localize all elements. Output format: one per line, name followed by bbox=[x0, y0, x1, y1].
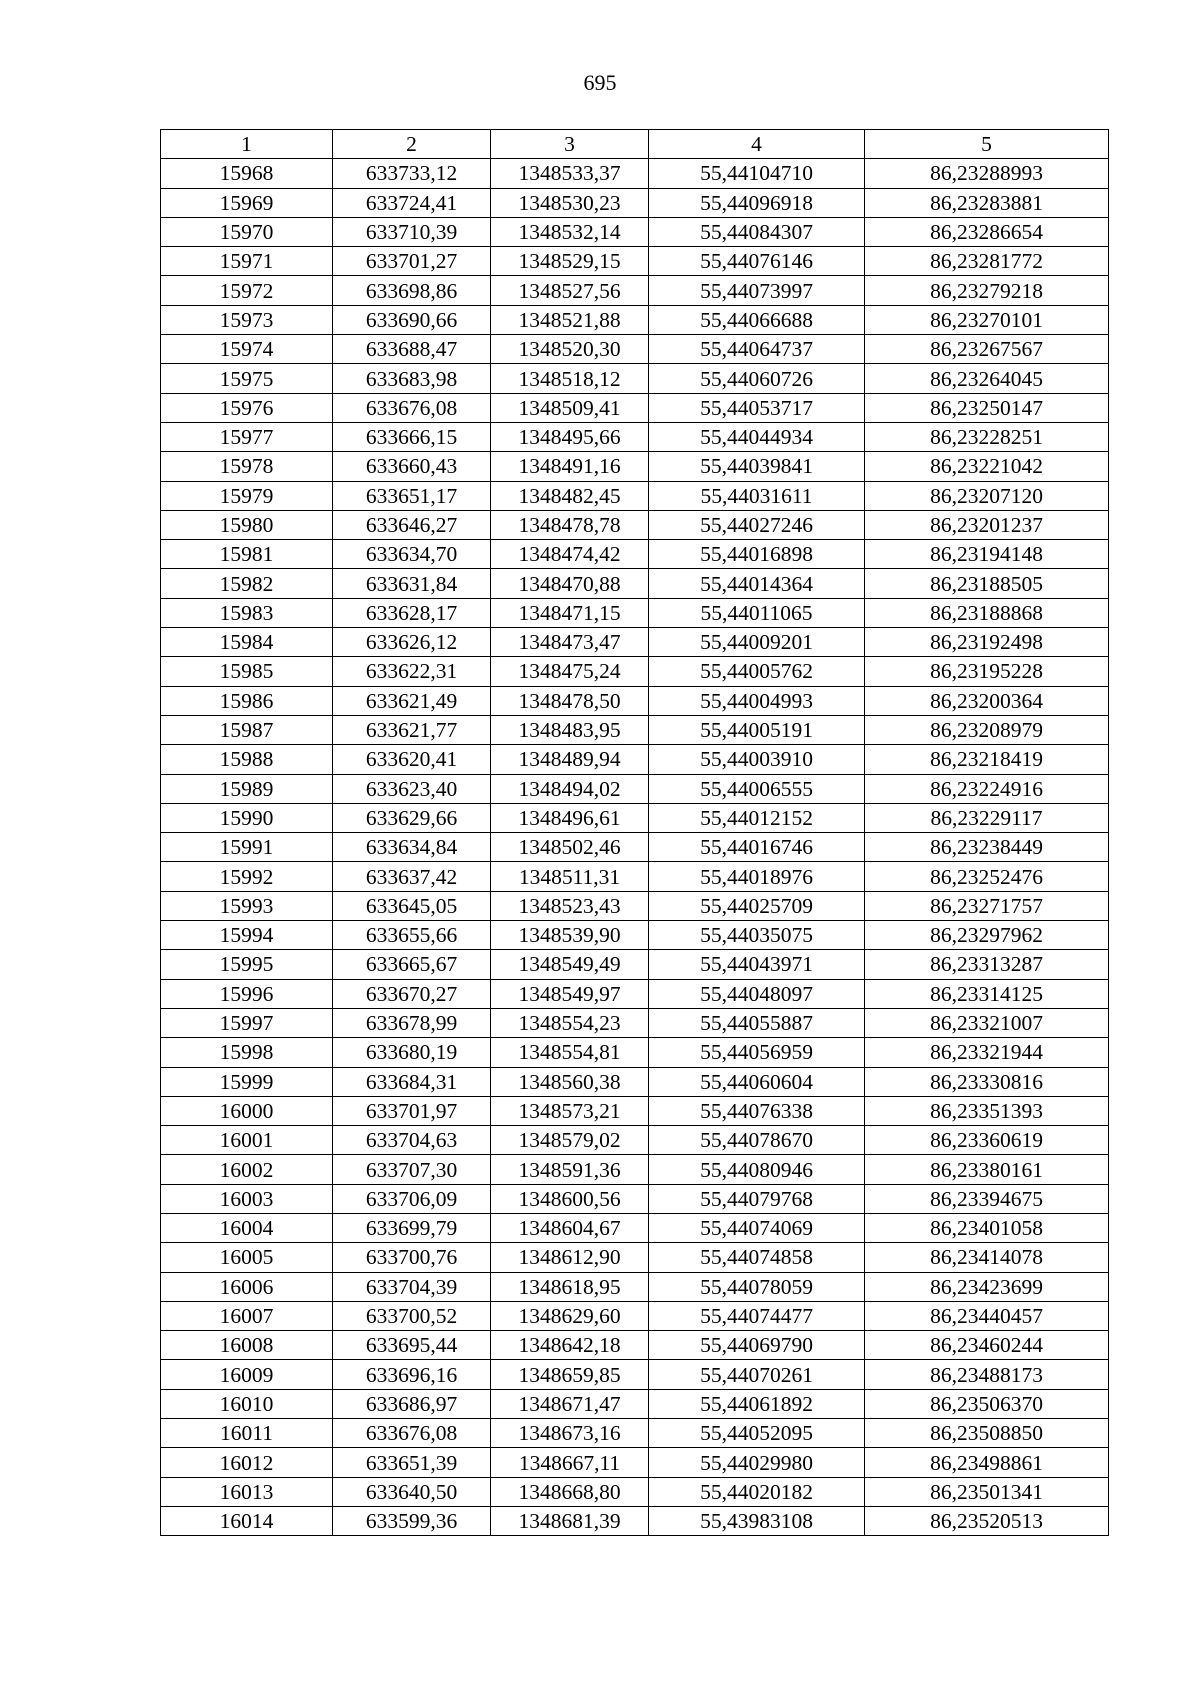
y-coordinate-cell: 1348681,39 bbox=[491, 1506, 649, 1535]
table-row bbox=[161, 452, 1109, 481]
x-coordinate-cell: 633699,79 bbox=[333, 1213, 491, 1242]
latitude-cell: 55,44079768 bbox=[649, 1184, 865, 1213]
longitude-cell: 86,23224916 bbox=[865, 774, 1109, 803]
longitude-cell: 86,23508850 bbox=[865, 1419, 1109, 1448]
table-row bbox=[161, 1038, 1109, 1067]
point-number-cell: 15978 bbox=[161, 452, 333, 481]
x-coordinate-cell: 633599,36 bbox=[333, 1506, 491, 1535]
x-coordinate-cell: 633626,12 bbox=[333, 628, 491, 657]
latitude-cell: 55,44080946 bbox=[649, 1155, 865, 1184]
longitude-cell: 86,23267567 bbox=[865, 335, 1109, 364]
x-coordinate-cell: 633621,49 bbox=[333, 686, 491, 715]
longitude-cell: 86,23188505 bbox=[865, 569, 1109, 598]
table-row bbox=[161, 1448, 1109, 1477]
x-coordinate-cell: 633707,30 bbox=[333, 1155, 491, 1184]
x-coordinate-cell: 633696,16 bbox=[333, 1360, 491, 1389]
x-coordinate-cell: 633704,39 bbox=[333, 1272, 491, 1301]
table-row bbox=[161, 188, 1109, 217]
table-row bbox=[161, 1301, 1109, 1330]
y-coordinate-cell: 1348502,46 bbox=[491, 833, 649, 862]
y-coordinate-cell: 1348573,21 bbox=[491, 1096, 649, 1125]
latitude-cell: 55,44078670 bbox=[649, 1126, 865, 1155]
y-coordinate-cell: 1348668,80 bbox=[491, 1477, 649, 1506]
point-number-cell: 15998 bbox=[161, 1038, 333, 1067]
x-coordinate-cell: 633686,97 bbox=[333, 1389, 491, 1418]
coordinates-table bbox=[160, 129, 1109, 1536]
longitude-cell: 86,23501341 bbox=[865, 1477, 1109, 1506]
point-number-cell: 15972 bbox=[161, 276, 333, 305]
column-header-3: 3 bbox=[491, 130, 649, 159]
latitude-cell: 55,44060604 bbox=[649, 1067, 865, 1096]
point-number-cell: 16001 bbox=[161, 1126, 333, 1155]
latitude-cell: 55,44039841 bbox=[649, 452, 865, 481]
table-row bbox=[161, 1184, 1109, 1213]
y-coordinate-cell: 1348509,41 bbox=[491, 393, 649, 422]
point-number-cell: 16000 bbox=[161, 1096, 333, 1125]
table-row bbox=[161, 1419, 1109, 1448]
longitude-cell: 86,23207120 bbox=[865, 481, 1109, 510]
latitude-cell: 55,44048097 bbox=[649, 979, 865, 1008]
latitude-cell: 55,44076146 bbox=[649, 247, 865, 276]
longitude-cell: 86,23401058 bbox=[865, 1213, 1109, 1242]
y-coordinate-cell: 1348518,12 bbox=[491, 364, 649, 393]
x-coordinate-cell: 633700,76 bbox=[333, 1243, 491, 1272]
table-row bbox=[161, 1389, 1109, 1418]
y-coordinate-cell: 1348554,23 bbox=[491, 1008, 649, 1037]
point-number-cell: 15986 bbox=[161, 686, 333, 715]
y-coordinate-cell: 1348475,24 bbox=[491, 657, 649, 686]
table-row bbox=[161, 510, 1109, 539]
y-coordinate-cell: 1348642,18 bbox=[491, 1331, 649, 1360]
longitude-cell: 86,23188868 bbox=[865, 598, 1109, 627]
latitude-cell: 55,44014364 bbox=[649, 569, 865, 598]
point-number-cell: 15980 bbox=[161, 510, 333, 539]
y-coordinate-cell: 1348618,95 bbox=[491, 1272, 649, 1301]
latitude-cell: 55,44044934 bbox=[649, 422, 865, 451]
longitude-cell: 86,23330816 bbox=[865, 1067, 1109, 1096]
longitude-cell: 86,23314125 bbox=[865, 979, 1109, 1008]
x-coordinate-cell: 633628,17 bbox=[333, 598, 491, 627]
longitude-cell: 86,23283881 bbox=[865, 188, 1109, 217]
latitude-cell: 55,44055887 bbox=[649, 1008, 865, 1037]
point-number-cell: 15970 bbox=[161, 217, 333, 246]
point-number-cell: 15994 bbox=[161, 921, 333, 950]
longitude-cell: 86,23192498 bbox=[865, 628, 1109, 657]
table-row bbox=[161, 1155, 1109, 1184]
x-coordinate-cell: 633646,27 bbox=[333, 510, 491, 539]
x-coordinate-cell: 633710,39 bbox=[333, 217, 491, 246]
x-coordinate-cell: 633701,97 bbox=[333, 1096, 491, 1125]
table-row bbox=[161, 657, 1109, 686]
table-row bbox=[161, 159, 1109, 188]
x-coordinate-cell: 633665,67 bbox=[333, 950, 491, 979]
table-row bbox=[161, 569, 1109, 598]
longitude-cell: 86,23360619 bbox=[865, 1126, 1109, 1155]
latitude-cell: 55,44076338 bbox=[649, 1096, 865, 1125]
point-number-cell: 15995 bbox=[161, 950, 333, 979]
point-number-cell: 15985 bbox=[161, 657, 333, 686]
longitude-cell: 86,23414078 bbox=[865, 1243, 1109, 1272]
longitude-cell: 86,23229117 bbox=[865, 803, 1109, 832]
latitude-cell: 55,44074069 bbox=[649, 1213, 865, 1242]
latitude-cell: 55,44069790 bbox=[649, 1331, 865, 1360]
latitude-cell: 55,44005762 bbox=[649, 657, 865, 686]
longitude-cell: 86,23297962 bbox=[865, 921, 1109, 950]
point-number-cell: 15982 bbox=[161, 569, 333, 598]
latitude-cell: 55,44035075 bbox=[649, 921, 865, 950]
x-coordinate-cell: 633670,27 bbox=[333, 979, 491, 1008]
latitude-cell: 55,44052095 bbox=[649, 1419, 865, 1448]
point-number-cell: 15987 bbox=[161, 715, 333, 744]
x-coordinate-cell: 633622,31 bbox=[333, 657, 491, 686]
y-coordinate-cell: 1348549,49 bbox=[491, 950, 649, 979]
latitude-cell: 55,44074858 bbox=[649, 1243, 865, 1272]
table-row bbox=[161, 715, 1109, 744]
y-coordinate-cell: 1348560,38 bbox=[491, 1067, 649, 1096]
point-number-cell: 16003 bbox=[161, 1184, 333, 1213]
y-coordinate-cell: 1348523,43 bbox=[491, 891, 649, 920]
longitude-cell: 86,23281772 bbox=[865, 247, 1109, 276]
point-number-cell: 15969 bbox=[161, 188, 333, 217]
table-row bbox=[161, 364, 1109, 393]
latitude-cell: 55,44006555 bbox=[649, 774, 865, 803]
point-number-cell: 16011 bbox=[161, 1419, 333, 1448]
table-row bbox=[161, 540, 1109, 569]
longitude-cell: 86,23380161 bbox=[865, 1155, 1109, 1184]
y-coordinate-cell: 1348612,90 bbox=[491, 1243, 649, 1272]
y-coordinate-cell: 1348478,50 bbox=[491, 686, 649, 715]
latitude-cell: 55,43983108 bbox=[649, 1506, 865, 1535]
y-coordinate-cell: 1348521,88 bbox=[491, 305, 649, 334]
page-number: 695 bbox=[583, 70, 617, 95]
point-number-cell: 15975 bbox=[161, 364, 333, 393]
y-coordinate-cell: 1348673,16 bbox=[491, 1419, 649, 1448]
table-row bbox=[161, 598, 1109, 627]
table-row bbox=[161, 803, 1109, 832]
x-coordinate-cell: 633620,41 bbox=[333, 745, 491, 774]
y-coordinate-cell: 1348495,66 bbox=[491, 422, 649, 451]
x-coordinate-cell: 633690,66 bbox=[333, 305, 491, 334]
latitude-cell: 55,44020182 bbox=[649, 1477, 865, 1506]
x-coordinate-cell: 633678,99 bbox=[333, 1008, 491, 1037]
longitude-cell: 86,23201237 bbox=[865, 510, 1109, 539]
x-coordinate-cell: 633688,47 bbox=[333, 335, 491, 364]
x-coordinate-cell: 633698,86 bbox=[333, 276, 491, 305]
longitude-cell: 86,23252476 bbox=[865, 862, 1109, 891]
x-coordinate-cell: 633634,70 bbox=[333, 540, 491, 569]
point-number-cell: 15971 bbox=[161, 247, 333, 276]
x-coordinate-cell: 633651,39 bbox=[333, 1448, 491, 1477]
point-number-cell: 15983 bbox=[161, 598, 333, 627]
x-coordinate-cell: 633631,84 bbox=[333, 569, 491, 598]
point-number-cell: 15974 bbox=[161, 335, 333, 364]
x-coordinate-cell: 633666,15 bbox=[333, 422, 491, 451]
point-number-cell: 15996 bbox=[161, 979, 333, 1008]
y-coordinate-cell: 1348549,97 bbox=[491, 979, 649, 1008]
y-coordinate-cell: 1348471,15 bbox=[491, 598, 649, 627]
latitude-cell: 55,44016898 bbox=[649, 540, 865, 569]
x-coordinate-cell: 633621,77 bbox=[333, 715, 491, 744]
y-coordinate-cell: 1348470,88 bbox=[491, 569, 649, 598]
point-number-cell: 15973 bbox=[161, 305, 333, 334]
table-row bbox=[161, 921, 1109, 950]
x-coordinate-cell: 633637,42 bbox=[333, 862, 491, 891]
table-row bbox=[161, 335, 1109, 364]
table-row bbox=[161, 1360, 1109, 1389]
latitude-cell: 55,44027246 bbox=[649, 510, 865, 539]
longitude-cell: 86,23194148 bbox=[865, 540, 1109, 569]
latitude-cell: 55,44084307 bbox=[649, 217, 865, 246]
y-coordinate-cell: 1348604,67 bbox=[491, 1213, 649, 1242]
table-row bbox=[161, 1213, 1109, 1242]
point-number-cell: 16007 bbox=[161, 1301, 333, 1330]
point-number-cell: 15999 bbox=[161, 1067, 333, 1096]
x-coordinate-cell: 633645,05 bbox=[333, 891, 491, 920]
longitude-cell: 86,23351393 bbox=[865, 1096, 1109, 1125]
point-number-cell: 15989 bbox=[161, 774, 333, 803]
x-coordinate-cell: 633700,52 bbox=[333, 1301, 491, 1330]
x-coordinate-cell: 633651,17 bbox=[333, 481, 491, 510]
table-body bbox=[161, 159, 1109, 1536]
latitude-cell: 55,44064737 bbox=[649, 335, 865, 364]
y-coordinate-cell: 1348494,02 bbox=[491, 774, 649, 803]
y-coordinate-cell: 1348533,37 bbox=[491, 159, 649, 188]
table-row bbox=[161, 891, 1109, 920]
table-row bbox=[161, 422, 1109, 451]
latitude-cell: 55,44104710 bbox=[649, 159, 865, 188]
point-number-cell: 16006 bbox=[161, 1272, 333, 1301]
table-row bbox=[161, 247, 1109, 276]
latitude-cell: 55,44053717 bbox=[649, 393, 865, 422]
point-number-cell: 16010 bbox=[161, 1389, 333, 1418]
y-coordinate-cell: 1348478,78 bbox=[491, 510, 649, 539]
latitude-cell: 55,44031611 bbox=[649, 481, 865, 510]
point-number-cell: 15997 bbox=[161, 1008, 333, 1037]
y-coordinate-cell: 1348482,45 bbox=[491, 481, 649, 510]
point-number-cell: 16013 bbox=[161, 1477, 333, 1506]
latitude-cell: 55,44016746 bbox=[649, 833, 865, 862]
longitude-cell: 86,23506370 bbox=[865, 1389, 1109, 1418]
longitude-cell: 86,23195228 bbox=[865, 657, 1109, 686]
x-coordinate-cell: 633701,27 bbox=[333, 247, 491, 276]
latitude-cell: 55,44073997 bbox=[649, 276, 865, 305]
latitude-cell: 55,44029980 bbox=[649, 1448, 865, 1477]
x-coordinate-cell: 633706,09 bbox=[333, 1184, 491, 1213]
y-coordinate-cell: 1348629,60 bbox=[491, 1301, 649, 1330]
longitude-cell: 86,23498861 bbox=[865, 1448, 1109, 1477]
y-coordinate-cell: 1348483,95 bbox=[491, 715, 649, 744]
y-coordinate-cell: 1348520,30 bbox=[491, 335, 649, 364]
longitude-cell: 86,23394675 bbox=[865, 1184, 1109, 1213]
x-coordinate-cell: 633660,43 bbox=[333, 452, 491, 481]
y-coordinate-cell: 1348474,42 bbox=[491, 540, 649, 569]
y-coordinate-cell: 1348579,02 bbox=[491, 1126, 649, 1155]
longitude-cell: 86,23264045 bbox=[865, 364, 1109, 393]
y-coordinate-cell: 1348511,31 bbox=[491, 862, 649, 891]
y-coordinate-cell: 1348539,90 bbox=[491, 921, 649, 950]
column-header-5: 5 bbox=[865, 130, 1109, 159]
latitude-cell: 55,44060726 bbox=[649, 364, 865, 393]
point-number-cell: 15991 bbox=[161, 833, 333, 862]
point-number-cell: 15976 bbox=[161, 393, 333, 422]
y-coordinate-cell: 1348473,47 bbox=[491, 628, 649, 657]
table-row bbox=[161, 1477, 1109, 1506]
table-row bbox=[161, 1331, 1109, 1360]
longitude-cell: 86,23460244 bbox=[865, 1331, 1109, 1360]
table-row bbox=[161, 686, 1109, 715]
y-coordinate-cell: 1348667,11 bbox=[491, 1448, 649, 1477]
point-number-cell: 16009 bbox=[161, 1360, 333, 1389]
table-row bbox=[161, 1243, 1109, 1272]
latitude-cell: 55,44074477 bbox=[649, 1301, 865, 1330]
y-coordinate-cell: 1348530,23 bbox=[491, 188, 649, 217]
longitude-cell: 86,23238449 bbox=[865, 833, 1109, 862]
table-row bbox=[161, 774, 1109, 803]
point-number-cell: 15981 bbox=[161, 540, 333, 569]
longitude-cell: 86,23488173 bbox=[865, 1360, 1109, 1389]
table-row bbox=[161, 217, 1109, 246]
table-row bbox=[161, 862, 1109, 891]
x-coordinate-cell: 633676,08 bbox=[333, 393, 491, 422]
table-row bbox=[161, 1506, 1109, 1535]
latitude-cell: 55,44070261 bbox=[649, 1360, 865, 1389]
latitude-cell: 55,44061892 bbox=[649, 1389, 865, 1418]
point-number-cell: 15993 bbox=[161, 891, 333, 920]
point-number-cell: 15990 bbox=[161, 803, 333, 832]
point-number-cell: 15968 bbox=[161, 159, 333, 188]
latitude-cell: 55,44056959 bbox=[649, 1038, 865, 1067]
point-number-cell: 16014 bbox=[161, 1506, 333, 1535]
table-row bbox=[161, 979, 1109, 1008]
point-number-cell: 15977 bbox=[161, 422, 333, 451]
table-row bbox=[161, 1096, 1109, 1125]
point-number-cell: 15979 bbox=[161, 481, 333, 510]
longitude-cell: 86,23321007 bbox=[865, 1008, 1109, 1037]
latitude-cell: 55,44009201 bbox=[649, 628, 865, 657]
point-number-cell: 16005 bbox=[161, 1243, 333, 1272]
table-row bbox=[161, 1008, 1109, 1037]
table-row bbox=[161, 628, 1109, 657]
x-coordinate-cell: 633683,98 bbox=[333, 364, 491, 393]
y-coordinate-cell: 1348591,36 bbox=[491, 1155, 649, 1184]
column-header-2: 2 bbox=[333, 130, 491, 159]
y-coordinate-cell: 1348659,85 bbox=[491, 1360, 649, 1389]
longitude-cell: 86,23288993 bbox=[865, 159, 1109, 188]
x-coordinate-cell: 633704,63 bbox=[333, 1126, 491, 1155]
longitude-cell: 86,23200364 bbox=[865, 686, 1109, 715]
x-coordinate-cell: 633640,50 bbox=[333, 1477, 491, 1506]
x-coordinate-cell: 633680,19 bbox=[333, 1038, 491, 1067]
latitude-cell: 55,44012152 bbox=[649, 803, 865, 832]
y-coordinate-cell: 1348489,94 bbox=[491, 745, 649, 774]
point-number-cell: 15988 bbox=[161, 745, 333, 774]
point-number-cell: 15992 bbox=[161, 862, 333, 891]
table-row bbox=[161, 481, 1109, 510]
latitude-cell: 55,44004993 bbox=[649, 686, 865, 715]
latitude-cell: 55,44003910 bbox=[649, 745, 865, 774]
point-number-cell: 16008 bbox=[161, 1331, 333, 1360]
longitude-cell: 86,23250147 bbox=[865, 393, 1109, 422]
point-number-cell: 16002 bbox=[161, 1155, 333, 1184]
x-coordinate-cell: 633629,66 bbox=[333, 803, 491, 832]
latitude-cell: 55,44096918 bbox=[649, 188, 865, 217]
table-row bbox=[161, 276, 1109, 305]
y-coordinate-cell: 1348554,81 bbox=[491, 1038, 649, 1067]
column-header-4: 4 bbox=[649, 130, 865, 159]
longitude-cell: 86,23221042 bbox=[865, 452, 1109, 481]
table-row bbox=[161, 833, 1109, 862]
x-coordinate-cell: 633676,08 bbox=[333, 1419, 491, 1448]
y-coordinate-cell: 1348671,47 bbox=[491, 1389, 649, 1418]
longitude-cell: 86,23218419 bbox=[865, 745, 1109, 774]
table-row bbox=[161, 393, 1109, 422]
longitude-cell: 86,23313287 bbox=[865, 950, 1109, 979]
y-coordinate-cell: 1348491,16 bbox=[491, 452, 649, 481]
x-coordinate-cell: 633684,31 bbox=[333, 1067, 491, 1096]
table-row bbox=[161, 745, 1109, 774]
table-row bbox=[161, 1272, 1109, 1301]
latitude-cell: 55,44011065 bbox=[649, 598, 865, 627]
table-row bbox=[161, 1067, 1109, 1096]
x-coordinate-cell: 633695,44 bbox=[333, 1331, 491, 1360]
table-header-row bbox=[161, 130, 1109, 159]
latitude-cell: 55,44005191 bbox=[649, 715, 865, 744]
point-number-cell: 16004 bbox=[161, 1213, 333, 1242]
column-header-1: 1 bbox=[161, 130, 333, 159]
latitude-cell: 55,44018976 bbox=[649, 862, 865, 891]
longitude-cell: 86,23286654 bbox=[865, 217, 1109, 246]
table-row bbox=[161, 305, 1109, 334]
table-row bbox=[161, 950, 1109, 979]
y-coordinate-cell: 1348496,61 bbox=[491, 803, 649, 832]
x-coordinate-cell: 633655,66 bbox=[333, 921, 491, 950]
x-coordinate-cell: 633623,40 bbox=[333, 774, 491, 803]
x-coordinate-cell: 633634,84 bbox=[333, 833, 491, 862]
longitude-cell: 86,23279218 bbox=[865, 276, 1109, 305]
latitude-cell: 55,44025709 bbox=[649, 891, 865, 920]
longitude-cell: 86,23228251 bbox=[865, 422, 1109, 451]
y-coordinate-cell: 1348527,56 bbox=[491, 276, 649, 305]
y-coordinate-cell: 1348600,56 bbox=[491, 1184, 649, 1213]
latitude-cell: 55,44078059 bbox=[649, 1272, 865, 1301]
y-coordinate-cell: 1348529,15 bbox=[491, 247, 649, 276]
latitude-cell: 55,44066688 bbox=[649, 305, 865, 334]
longitude-cell: 86,23271757 bbox=[865, 891, 1109, 920]
point-number-cell: 15984 bbox=[161, 628, 333, 657]
y-coordinate-cell: 1348532,14 bbox=[491, 217, 649, 246]
table-row bbox=[161, 1126, 1109, 1155]
longitude-cell: 86,23270101 bbox=[865, 305, 1109, 334]
longitude-cell: 86,23520513 bbox=[865, 1506, 1109, 1535]
longitude-cell: 86,23423699 bbox=[865, 1272, 1109, 1301]
longitude-cell: 86,23440457 bbox=[865, 1301, 1109, 1330]
x-coordinate-cell: 633733,12 bbox=[333, 159, 491, 188]
x-coordinate-cell: 633724,41 bbox=[333, 188, 491, 217]
longitude-cell: 86,23208979 bbox=[865, 715, 1109, 744]
longitude-cell: 86,23321944 bbox=[865, 1038, 1109, 1067]
point-number-cell: 16012 bbox=[161, 1448, 333, 1477]
latitude-cell: 55,44043971 bbox=[649, 950, 865, 979]
